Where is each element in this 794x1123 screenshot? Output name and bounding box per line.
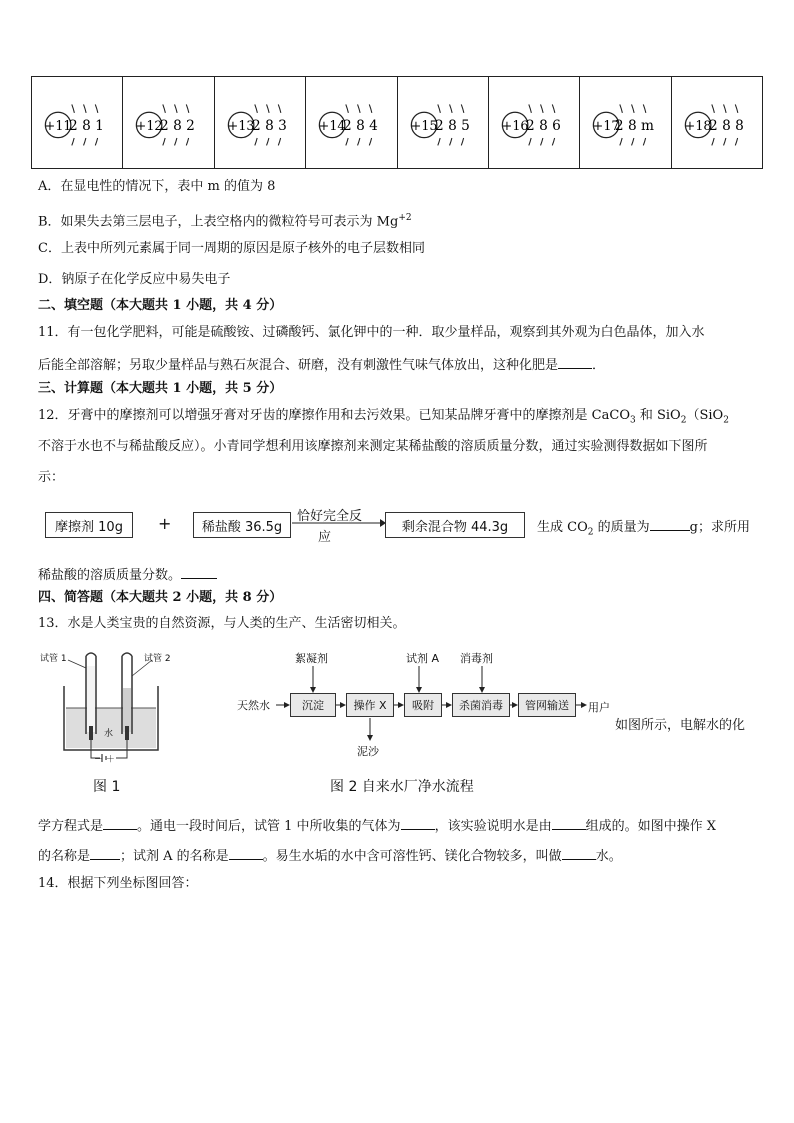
section-3-heading: 三、计算题（本大题共 1 小题，共 5 分）	[38, 381, 283, 396]
flow-dest: 用户	[588, 701, 610, 714]
q12-fraction-blank[interactable]	[181, 565, 217, 579]
atom-cell	[489, 77, 580, 168]
plus-sign: +	[158, 514, 172, 533]
q13-gas-blank[interactable]	[401, 816, 435, 830]
step-operation-x: 操作 X	[346, 693, 394, 717]
atom-diagram	[580, 77, 670, 168]
sludge-label: 泥沙	[357, 745, 379, 758]
q12-line5-text: 稀盐酸的溶质质量分数。	[38, 568, 182, 583]
option-d: D．钠原子在化学反应中易失电子	[38, 272, 231, 287]
nucleus-charge: +11	[44, 117, 72, 133]
q11-line2-end: ．	[592, 358, 606, 373]
electrolysis-figure	[40, 646, 180, 766]
atom-cell	[123, 77, 214, 168]
hcl-box: 稀盐酸 36.5g	[193, 512, 291, 538]
atom-diagram	[672, 77, 762, 168]
q13-line2a: 学方程式是	[38, 819, 104, 834]
reagent-disinfectant: 消毒剂	[460, 652, 493, 665]
atom-diagram	[215, 77, 305, 168]
atom-structure-table	[31, 76, 763, 169]
shell-electrons: 2 8 1	[69, 117, 104, 134]
q13-line3d: 水。	[595, 849, 622, 864]
nucleus-charge: +17	[592, 117, 620, 133]
atom-cell	[398, 77, 489, 168]
step-adsorption: 吸附	[404, 693, 442, 717]
reagent-flocculant: 絮凝剂	[295, 652, 328, 665]
atom-cell	[215, 77, 306, 168]
atom-diagram	[123, 77, 213, 168]
arrow-label-bottom: 应	[318, 530, 332, 545]
q12-after3: g；求所用	[689, 520, 750, 535]
nucleus-charge: +15	[410, 117, 438, 133]
q12-after1: 生成 CO	[537, 520, 588, 535]
figure2-caption: 图 2 自来水厂净水流程	[330, 779, 474, 795]
shell-electrons: 2 8 3	[251, 117, 287, 134]
step-sedimentation: 沉淀	[290, 693, 336, 717]
option-b	[38, 210, 412, 230]
q12-line3: 示：	[38, 470, 65, 485]
q12-line5	[38, 565, 217, 584]
abrasive-box: 摩擦剂 10g	[45, 512, 133, 538]
atom-cell	[306, 77, 397, 168]
q13-reagent-blank[interactable]	[229, 846, 263, 860]
nucleus-charge: +12	[136, 117, 163, 133]
flow-arrows	[270, 662, 620, 744]
option-a: A．在显电性的情况下，表中 m 的值为 8	[38, 179, 276, 194]
option-b-charge: +2	[398, 213, 412, 223]
atom-diagram	[398, 77, 488, 168]
q12-line1-b: 和 SiO	[635, 408, 681, 423]
step-pipeline: 管网输送	[518, 693, 576, 717]
q13-equation-blank[interactable]	[103, 816, 137, 830]
atom-diagram	[32, 77, 122, 168]
q13-line3b: ；试剂 A 的名称是	[120, 849, 229, 864]
q12-sub-2a: 2	[680, 415, 687, 426]
q12-sub-3: 3	[629, 415, 636, 426]
q11-line2-text: 后能全部溶解；另取少量样品与熟石灰混合、研磨，没有刺激性气味气体放出，这种化肥是	[38, 358, 559, 373]
atom-cell	[580, 77, 671, 168]
nucleus-charge: +13	[227, 117, 255, 133]
arrow-label-top: 恰好完全反	[297, 509, 363, 524]
nucleus-charge: +16	[501, 117, 529, 133]
q13-tail: 如图所示，电解水的化	[615, 718, 746, 733]
option-b-text: B．如果失去第三层电子，上表空格内的微粒符号可表示为 Mg	[38, 214, 399, 230]
q13-line2	[38, 816, 716, 835]
section-4-heading: 四、简答题（本大题共 2 小题，共 8 分）	[38, 590, 283, 605]
q12-sub-2c: 2	[587, 527, 594, 538]
shell-electrons: 2 8 m	[615, 117, 655, 134]
option-c: C．上表中所列元素属于同一周期的原因是原子核外的电子层数相同	[38, 241, 425, 256]
step-disinfection: 杀菌消毒	[452, 693, 510, 717]
q13-line2b: 。通电一段时间后，试管 1 中所收集的气体为	[137, 819, 401, 834]
q13-intro: 13．水是人类宝贵的自然资源，与人类的生产、生活密切相关。	[38, 616, 406, 631]
reaction-arrow	[292, 518, 386, 528]
q13-line3	[38, 846, 622, 865]
nucleus-charge: +18	[684, 117, 712, 133]
atom-diagram	[489, 77, 579, 168]
shell-electrons: 2 8 2	[160, 117, 196, 134]
shell-electrons: 2 8 4	[343, 117, 379, 134]
shell-electrons: 2 8 6	[525, 117, 561, 134]
atom-diagram	[306, 77, 396, 168]
q12-co2-text	[537, 516, 750, 538]
q13-composition-blank[interactable]	[552, 816, 586, 830]
q13-line2d: 组成的。如图中操作 X	[585, 819, 716, 834]
tube1-label: 试管 1	[40, 654, 67, 664]
reagent-a: 试剂 A	[406, 652, 440, 665]
q12-line1-c: （SiO	[686, 408, 724, 423]
q12-after2: 的质量为	[593, 520, 650, 535]
flow-source: 天然水	[237, 699, 270, 712]
q13-hardwater-blank[interactable]	[562, 846, 596, 860]
shell-electrons: 2 8 5	[434, 117, 470, 134]
q11-line1: 11．有一包化学肥料，可能是硫酸铵、过磷酸钙、氯化钾中的一种．取少量样品，观察到其外观为白色晶体，加入水	[38, 325, 705, 340]
shell-electrons: 2 8 8	[708, 117, 744, 134]
q13-line3a: 的名称是	[38, 849, 91, 864]
q13-operation-blank[interactable]	[90, 846, 120, 860]
polarity-label: － ＋	[94, 755, 115, 765]
nucleus-charge: +14	[318, 117, 346, 133]
q13-line3c: 。易生水垢的水中含可溶性钙、镁化合物较多，叫做	[262, 849, 562, 864]
atom-cell	[672, 77, 762, 168]
q14-line: 14．根据下列坐标图回答：	[38, 876, 198, 891]
q12-line1-text: 12．牙膏中的摩擦剂可以增强牙膏对牙齿的摩擦作用和去污效果。已知某品牌牙膏中的摩擦剂是 CaCO	[38, 408, 630, 423]
section-2-heading: 二、填空题（本大题共 1 小题，共 4 分）	[38, 298, 283, 313]
remaining-mixture-box: 剩余混合物 44.3g	[385, 512, 525, 538]
q12-sub-2b: 2	[723, 415, 729, 426]
q12-line2: 不溶于水也不与稀盐酸反应）。小青同学想利用该摩擦剂来测定某稀盐酸的溶质质量分数，通过实验测得数据如下图所	[38, 439, 708, 454]
q13-line2c: ，该实验说明水是由	[434, 819, 552, 834]
atom-cell	[32, 77, 123, 168]
figure1-caption: 图 1	[93, 779, 121, 795]
q11-line2	[38, 355, 605, 374]
tube2-label: 试管 2	[144, 654, 171, 664]
q12-co2-blank[interactable]	[650, 517, 690, 531]
q12-line1	[38, 408, 729, 429]
water-label: 水	[104, 729, 114, 739]
q11-answer-blank[interactable]	[558, 355, 592, 369]
